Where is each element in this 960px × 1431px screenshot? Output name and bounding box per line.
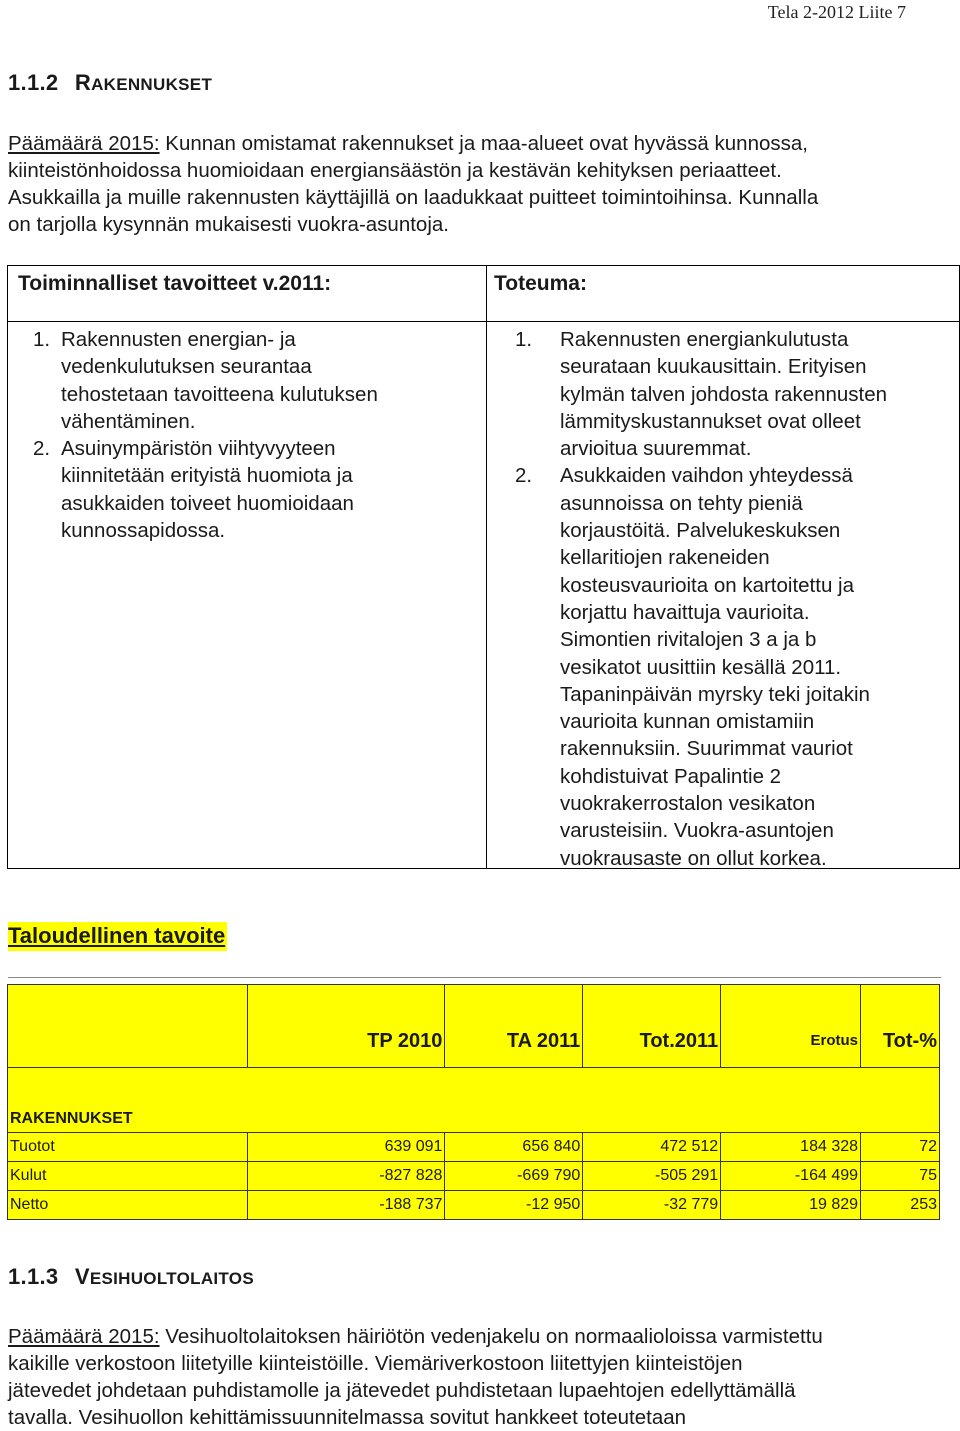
section-label-row (8, 1068, 940, 1133)
goal-line: kiinteistönhoidossa huomioidaan energiansäästön ja kestävän kehityksen periaatteet. (8, 159, 782, 182)
goal-item-line: vedenkulutuksen seurantaa (61, 355, 312, 379)
goal-item-line: tehostetaan tavoitteena kulutuksen (61, 382, 378, 406)
table-cell: -669 790 (445, 1162, 583, 1191)
goals-list (33, 326, 471, 544)
goal-item-line: kiinnitetään erityistä huomiota ja (61, 464, 353, 488)
table-cell: -32 779 (583, 1191, 721, 1220)
goal-line: jätevedet johdetaan puhdistamolle ja jätevedet puhdistetaan lupaehtojen edellyttämällä (8, 1379, 796, 1402)
section-label: RAKENNUKSET (8, 1068, 940, 1133)
goal-line: tavalla. Vesihuollon kehittämissuunnitelmassa sovitut hankkeet toteutetaan (8, 1406, 687, 1429)
outcome-item-line: Rakennusten energiankulutusta (560, 328, 849, 351)
outcome-item-line: vuokrausaste on ollut korkea. (560, 846, 827, 870)
goal-item-line: kunnossapidossa. (61, 519, 226, 543)
outcome-item (515, 462, 955, 871)
outcome-item-line: kosteusvaurioita on kartoitettu ja (560, 573, 854, 597)
row-label: Kulut (8, 1162, 248, 1191)
table-cell: -12 950 (445, 1191, 583, 1220)
outcome-item-line: korjattu havaittuja vaurioita. (560, 600, 810, 624)
outcome-item-line: arvioitua suuremmat. (560, 437, 752, 461)
goal-item (33, 326, 471, 435)
goal-item-line: Rakennusten energian- ja (61, 328, 296, 351)
table-cell: 656 840 (445, 1133, 583, 1162)
section-number: 1.1.2 (8, 70, 59, 95)
header-divider (8, 321, 959, 322)
outcome-item-number: 2. (515, 464, 533, 488)
goal-line: Asukkailla ja muille rakennusten käyttäjillä on laadukkaat puitteet toimintoihinsa. Kunnalla (8, 186, 819, 209)
goals-column-header: Toiminnalliset tavoitteet v.2011: (18, 272, 332, 295)
outcome-item-line: rakennuksiin. Suurimmat vauriot (560, 737, 853, 761)
outcome-column-header: Toteuma: (494, 272, 587, 295)
outcome-item-line: kohdistuivat Papalintie 2 (560, 764, 782, 788)
section-heading-rakennukset (8, 70, 212, 96)
outcome-item-line: vaurioita kunnan omistamiin (560, 710, 815, 734)
goal-paragraph-vesihuolto (8, 1323, 958, 1431)
outcome-item-line: vesikatot uusittiin kesällä 2011. (560, 655, 842, 679)
outcome-item (515, 326, 955, 462)
table-cell: -188 737 (247, 1191, 445, 1220)
outcome-item-line: kylmän talven johdosta rakennusten (560, 382, 888, 406)
goal-item (33, 435, 471, 544)
goal-paragraph-rakennukset (8, 130, 958, 238)
table-cell: 72 (861, 1133, 940, 1162)
outcome-item-line: Asukkaiden vaihdon yhteydessä (560, 464, 853, 488)
table-cell: 75 (861, 1162, 940, 1191)
outcome-item-line: seurataan kuukausittain. Erityisen (560, 355, 867, 379)
column-header: TA 2011 (445, 985, 583, 1068)
goal-item-number: 1. (33, 328, 51, 351)
goal-label: Päämäärä 2015: (8, 132, 160, 155)
table-cell: 639 091 (247, 1133, 445, 1162)
divider (8, 977, 941, 978)
table-cell: 253 (861, 1191, 940, 1220)
goal-line: on tarjolla kysynnän mukaisesti vuokra-asuntoja. (8, 213, 449, 236)
column-header: Tot-% (861, 985, 940, 1068)
outcomes-list (515, 326, 955, 872)
table-cell: 472 512 (583, 1133, 721, 1162)
goal-item-line: asukkaiden toiveet huomioidaan (61, 491, 354, 515)
table-row (8, 1191, 940, 1220)
column-divider (486, 266, 487, 868)
outcome-item-line: lämmityskustannukset ovat olleet (560, 409, 861, 433)
table-cell: -827 828 (247, 1162, 445, 1191)
table-cell: -164 499 (721, 1162, 861, 1191)
financial-table (7, 984, 940, 1220)
section-title-initial: R (74, 70, 92, 95)
outcome-item-line: varusteisiin. Vuokra-asuntojen (560, 819, 834, 843)
header-cell-empty (8, 985, 248, 1068)
table-cell: -505 291 (583, 1162, 721, 1191)
table-cell: 19 829 (721, 1191, 861, 1220)
goal-line: kaikille verkostoon liitetyille kiinteistöille. Viemäriverkostoon liitettyjen kiinteistöjen (8, 1352, 743, 1375)
table-row (8, 1162, 940, 1191)
section-title-initial: V (74, 1264, 90, 1289)
section-title-rest: AKENNUKSET (91, 75, 213, 94)
column-header: Erotus (721, 985, 861, 1068)
outcome-item-line: korjaustöitä. Palvelukeskuksen (560, 519, 841, 543)
goal-line: Kunnan omistamat rakennukset ja maa-alueet ovat hyvässä kunnossa, (159, 132, 808, 155)
section-title-rest: ESIHUOLTOLAITOS (89, 1269, 254, 1288)
outcome-item-line: vuokrakerrostalon vesikaton (560, 792, 816, 816)
outcome-item-line: kellaritiojen rakeneiden (560, 546, 770, 570)
table-cell: 184 328 (721, 1133, 861, 1162)
goal-item-line: Asuinympäristön viihtyvyyteen (61, 437, 336, 461)
outcome-item-line: asunnoissa on tehty pieniä (560, 491, 803, 515)
column-header: Tot.2011 (583, 985, 721, 1068)
outcome-item-line: Simontien rivitalojen 3 a ja b (560, 628, 817, 652)
table-row (8, 1133, 940, 1162)
operational-goals-table (7, 265, 960, 869)
financial-goal-heading: Taloudellinen tavoite (8, 922, 227, 951)
column-header: TP 2010 (247, 985, 445, 1068)
section-heading-vesihuoltolaitos (8, 1264, 254, 1290)
outcome-item-number: 1. (515, 328, 533, 351)
page-reference: Tela 2-2012 Liite 7 (767, 2, 906, 22)
financial-header-row (8, 985, 940, 1068)
row-label: Tuotot (8, 1133, 248, 1162)
section-number: 1.1.3 (8, 1264, 59, 1289)
goal-item-number: 2. (33, 437, 51, 461)
outcome-item-line: Tapaninpäivän myrsky teki joitakin (560, 682, 870, 706)
row-label: Netto (8, 1191, 248, 1220)
goal-line: Vesihuoltolaitoksen häiriötön vedenjakelu on normaalioloissa varmistettu (159, 1325, 823, 1348)
goal-item-line: vähentäminen. (61, 409, 196, 433)
goal-label: Päämäärä 2015: (8, 1325, 160, 1348)
